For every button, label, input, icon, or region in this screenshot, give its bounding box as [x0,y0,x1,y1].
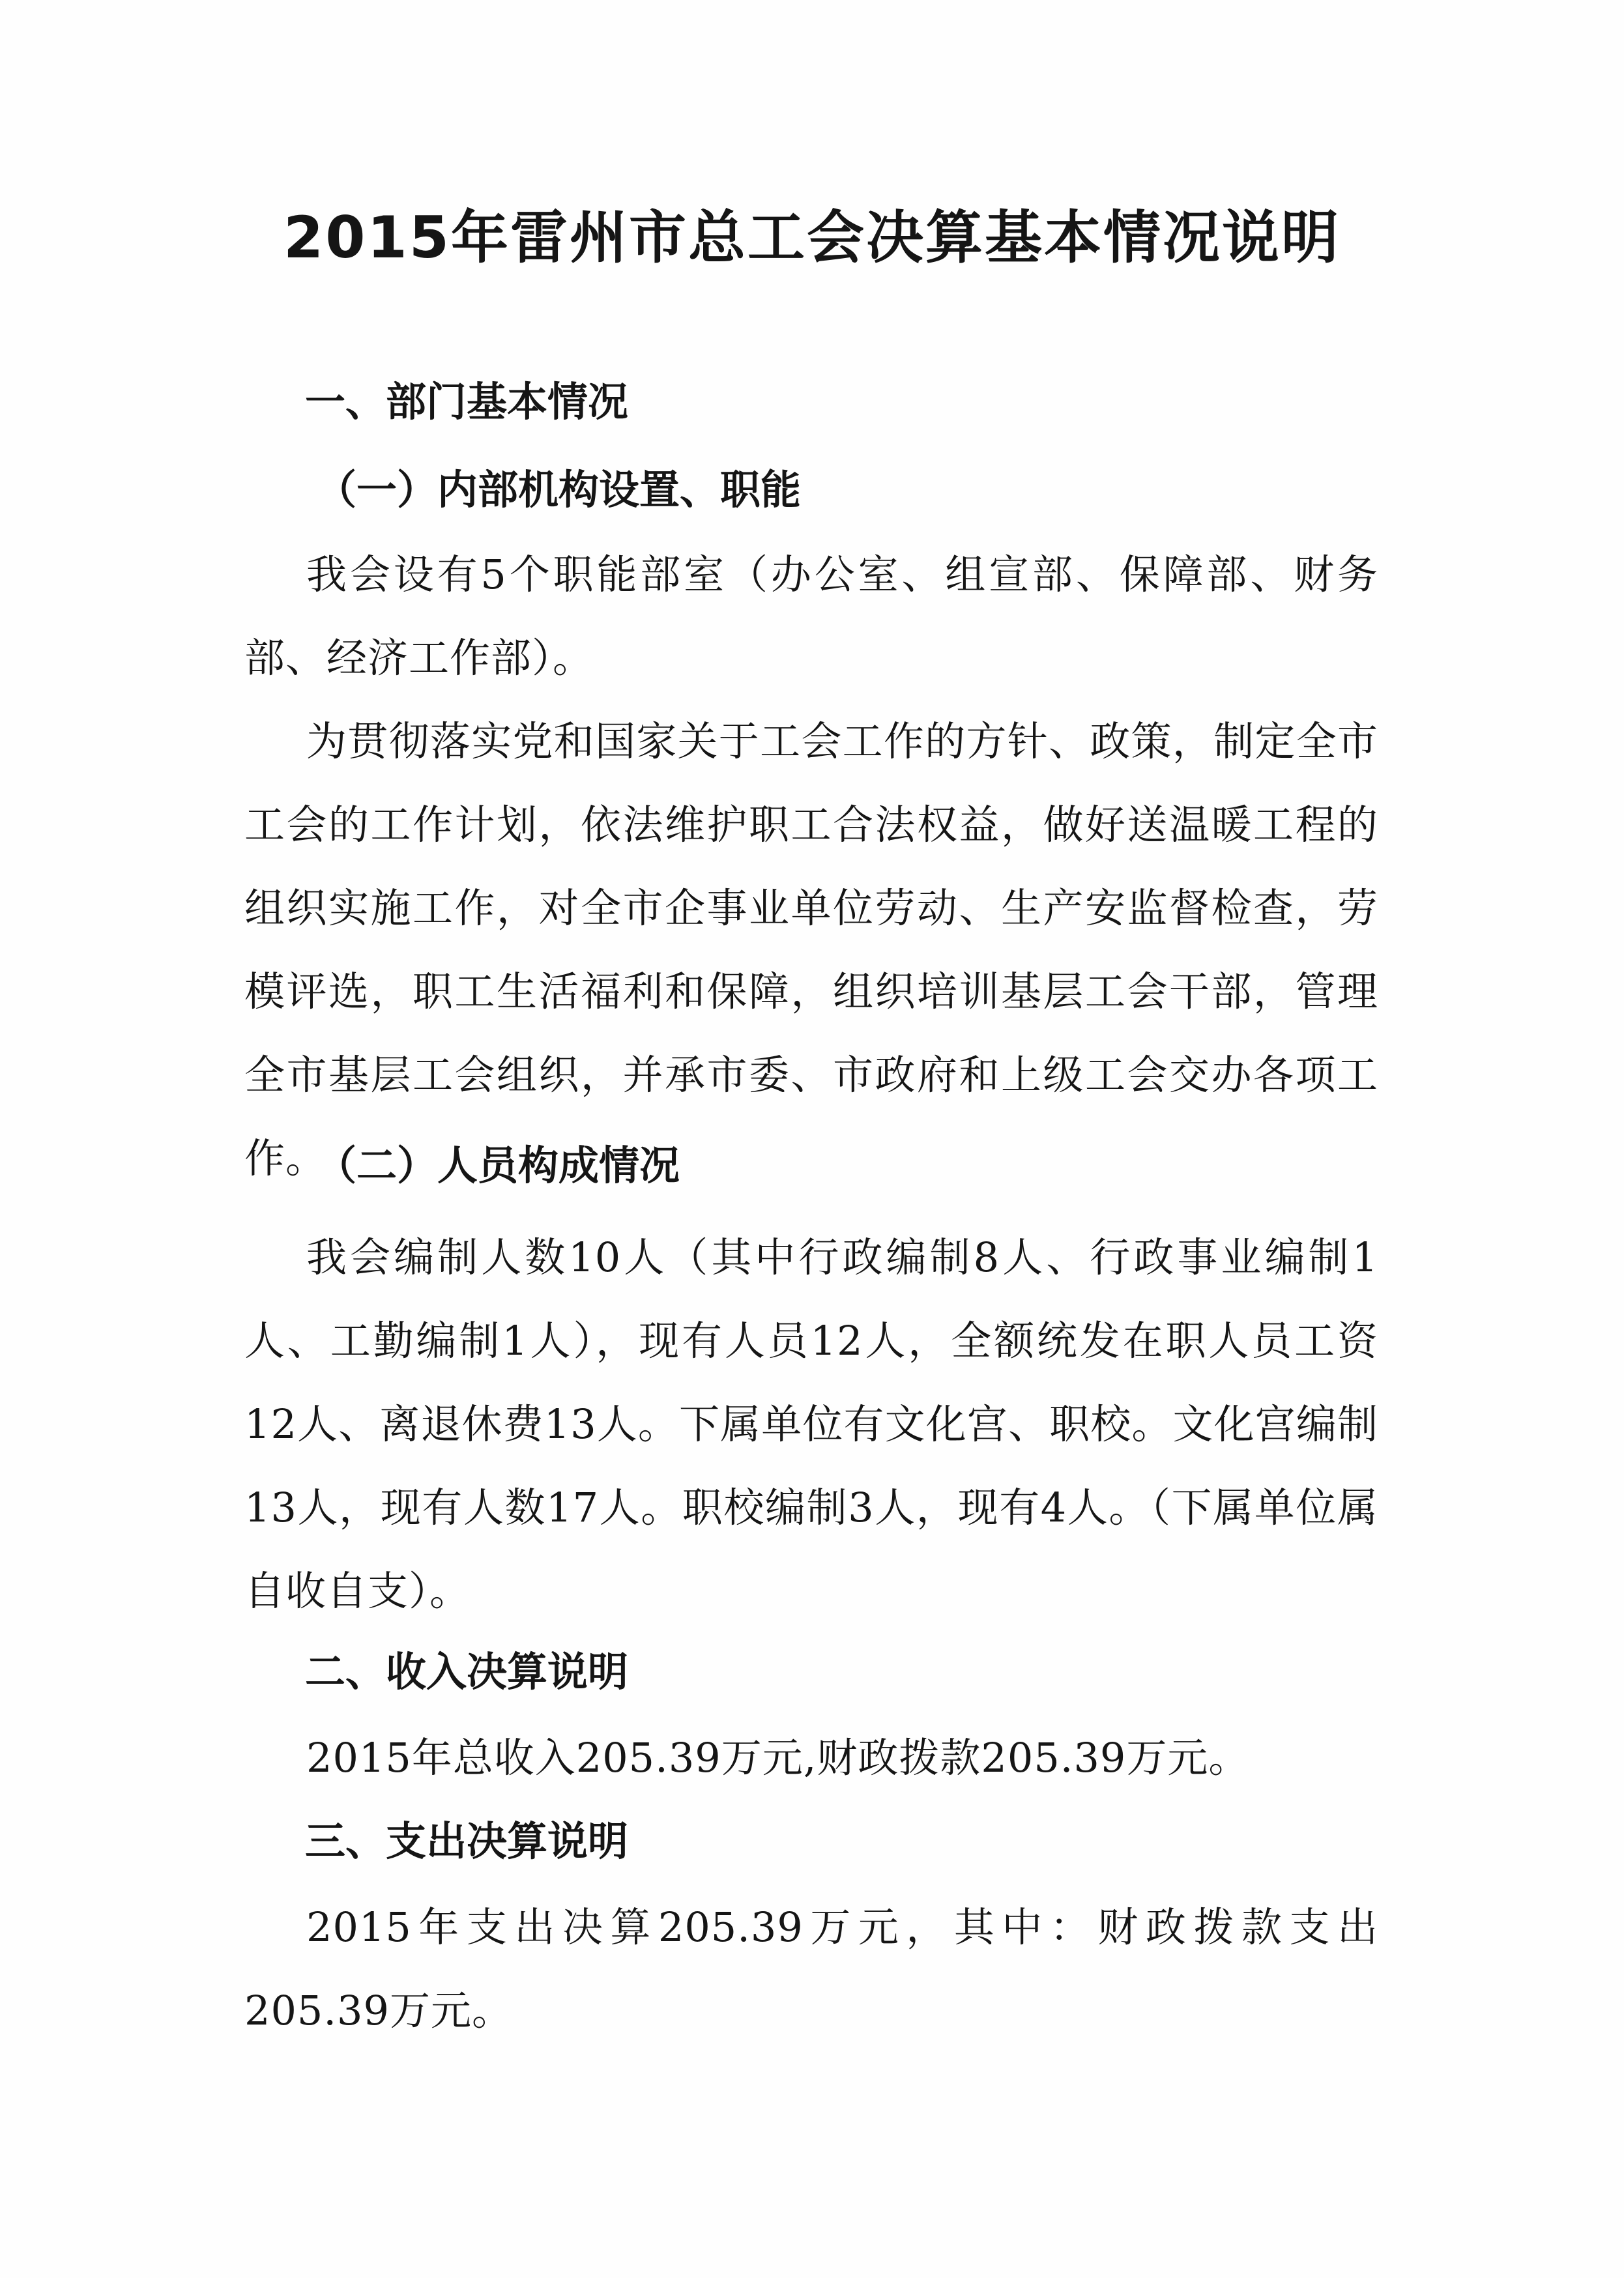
section-heading-expenditure: 三、支出决算说明 [305,1817,629,1865]
paragraph-functions: 为贯彻落实党和国家关于工会工作的方针、政策，制定全市工会的工作计划，依法维护职工合法权益，做好送温暖工程的组织实施工作，对全市企事业单位劳动、生产安监督检查，劳模评选，职工生活福利和保障，组织培训基层工会干部，管理全市基层工会组织，并承市委、市政府和上级工会交办各项工作。 [244,717,1378,1182]
paragraph-expenditure: 2015年支出决算205.39万元，其中：财政拨款支出205.39万元。 [244,1903,1378,2034]
paragraph-income: 2015年总收入205.39万元,财政拨款205.39万元。 [306,1734,1250,1781]
document-title: 2015年雷州市总工会决算基本情况说明 [283,204,1341,271]
section-heading-income: 二、收入决算说明 [305,1648,629,1695]
subheading-staff-composition: （二）人员构成情况 [316,1142,680,1189]
section-heading-department-overview: 一、部门基本情况 [305,378,629,425]
subheading-internal-structure: （一）内部机构设置、职能 [316,466,802,513]
paragraph-departments: 我会设有5个职能部室（办公室、组宣部、保障部、财务部、经济工作部）。 [244,551,1378,682]
paragraph-staff: 我会编制人数10人（其中行政编制8人、行政事业编制1人、工勤编制1人），现有人员12人，全额统发在职人员工资12人、离退休费13人。下属单位有文化宫、职校。文化宫编制13人，现有人数17人。职校编制3人，现有4人。（下属单位属自收自支）。 [244,1233,1378,1615]
